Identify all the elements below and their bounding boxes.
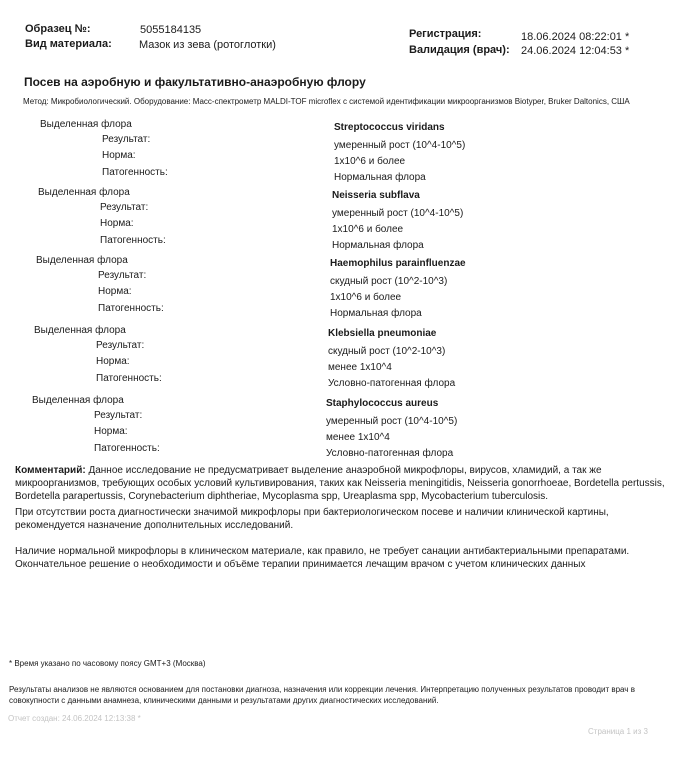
norm-value: менее 1x10^4 (326, 432, 390, 443)
result-value: умеренный рост (10^4-10^5) (332, 208, 464, 219)
organism-name: Neisseria subflava (332, 190, 420, 201)
pathogenicity-label: Патогенность: (94, 443, 160, 454)
comment-block (15, 464, 665, 503)
page-number: Страница 1 из 3 (588, 727, 648, 736)
result-label: Результат: (102, 134, 151, 145)
result-value: скудный рост (10^2-10^3) (328, 346, 446, 357)
result-value: умеренный рост (10^4-10^5) (326, 416, 458, 427)
sample-value: 5055184135 (140, 24, 202, 36)
registration-label: Регистрация: (409, 28, 482, 40)
pathogenicity-value: Условно-патогенная флора (326, 448, 454, 459)
comment-text: Данное исследование не предусматривает выделение анаэробной микрофлоры, вирусов, хламидий, а так же микроорганизмов, требующих особых условий культивирования, таких как Neisseria meningitidis, Neisseria gonorrhoeae, Bordetella pertussis, Bordetella parapertussis, Corynebacterium diphtheriae, Mycoplasma spp, Ureaplasma spp, Mycobacterium tuberculosis. (15, 465, 665, 502)
norm-label: Норма: (94, 426, 128, 437)
norm-value: менее 1x10^4 (328, 362, 392, 373)
registration-value: 18.06.2024 08:22:01 * (521, 31, 630, 43)
norm-label: Норма: (100, 218, 134, 229)
comment-line-4: Окончательное решение о необходимости и объёме терапии принимается лечащим врачом с учетом клинических данных (15, 559, 586, 570)
result-label: Результат: (100, 202, 149, 213)
section-title: Посев на аэробную и факультативно-анаэробную флору (24, 75, 366, 89)
organism-name: Streptococcus viridans (334, 122, 445, 133)
printed-timestamp: Отчет создан: 24.06.2024 12:13:38 * (8, 714, 141, 723)
pathogenicity-label: Патогенность: (102, 167, 168, 178)
sample-label: Образец №: (25, 23, 91, 35)
validation-value: 24.06.2024 12:04:53 * (521, 45, 630, 57)
organism-name: Staphylococcus aureus (326, 398, 439, 409)
result-label: Результат: (96, 340, 145, 351)
disclaimer: Результаты анализов не являются основанием для постановки диагноза, назначения или коррекции лечения. Интерпретацию полученных результатов проводит врач в совокупности с данными анамнеза, клиническими данными и результатами других диагностических исследований. (9, 685, 635, 705)
norm-label: Норма: (96, 356, 130, 367)
pathogenicity-label: Патогенность: (98, 303, 164, 314)
method-line: Метод: Микробиологический. Оборудование: Масс-спектрометр MALDI-TOF microflex с системой идентификации микроорганизмов Biotyper, Bruker Daltonics, США (23, 97, 630, 106)
norm-value: 1x10^6 и более (330, 292, 402, 303)
pathogenicity-value: Нормальная флора (334, 172, 426, 183)
timezone-note: * Время указано по часовому поясу GMT+3 (Москва) (9, 659, 206, 668)
comment-line-2: При отсутствии роста диагностически значимой микрофлоры при бактериологическом посеве и наличии клинической картины, рекомендуется назначение дополнительных исследований. (15, 507, 609, 531)
pathogenicity-label: Патогенность: (100, 235, 166, 246)
pathogenicity-value: Нормальная флора (330, 308, 422, 319)
norm-label: Норма: (98, 286, 132, 297)
flora-label: Выделенная флора (36, 255, 128, 266)
validation-label: Валидация (врач): (409, 44, 510, 56)
flora-label: Выделенная флора (40, 119, 132, 130)
result-value: умеренный рост (10^4-10^5) (334, 140, 466, 151)
pathogenicity-label: Патогенность: (96, 373, 162, 384)
pathogenicity-value: Нормальная флора (332, 240, 424, 251)
norm-value: 1x10^6 и более (334, 156, 406, 167)
norm-label: Норма: (102, 150, 136, 161)
organism-name: Klebsiella pneumoniae (328, 328, 437, 339)
flora-label: Выделенная флора (32, 395, 124, 406)
norm-value: 1x10^6 и более (332, 224, 404, 235)
material-value: Мазок из зева (ротоглотки) (139, 39, 276, 51)
flora-label: Выделенная флора (38, 187, 130, 198)
comment-label: Комментарий: (15, 465, 86, 476)
material-label: Вид материала: (25, 38, 112, 50)
result-value: скудный рост (10^2-10^3) (330, 276, 448, 287)
flora-label: Выделенная флора (34, 325, 126, 336)
result-label: Результат: (98, 270, 147, 281)
result-label: Результат: (94, 410, 143, 421)
pathogenicity-value: Условно-патогенная флора (328, 378, 456, 389)
comment-line-3: Наличие нормальной микрофлоры в клиническом материале, как правило, не требует санации антибактериальными препаратами. (15, 546, 630, 557)
organism-name: Haemophilus parainfluenzae (330, 258, 466, 269)
